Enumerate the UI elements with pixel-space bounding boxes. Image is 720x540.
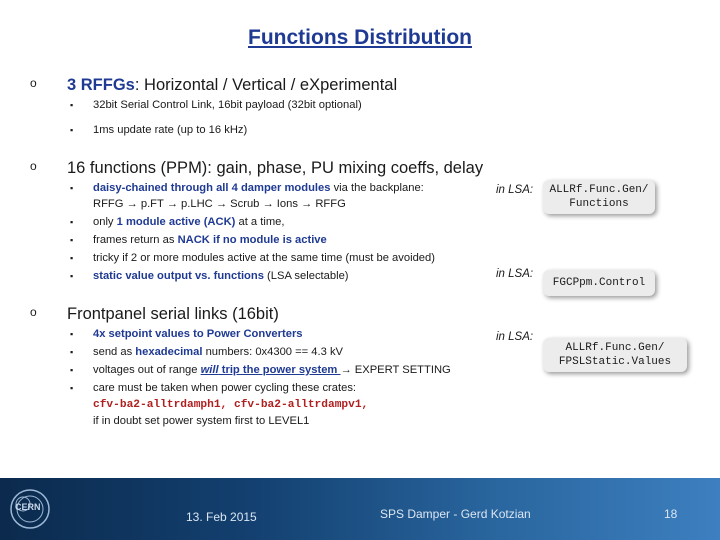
lsa-parameter-box: ALLRf.Func.Gen/ FPSLStatic.Values: [543, 338, 687, 372]
sub-bullet: ▪: [70, 183, 74, 193]
list-item: [70, 268, 470, 284]
item-emphasis: 1 module active (ACK): [116, 216, 236, 228]
list-item: [70, 180, 470, 212]
crate-names: cfv-ba2-alltrdamph1, cfv-ba2-alltrdampv1,: [93, 399, 369, 411]
functions-heading: 16 functions (PPM): gain, phase, PU mixing coeffs, delay: [67, 159, 484, 177]
cern-logo-text: CERN: [15, 502, 41, 512]
list-item: [70, 250, 470, 266]
item-text: only: [93, 216, 117, 228]
chain-sequence: RFFG → p.FT → p.LHC → Scrub → Ions → RFFG: [93, 198, 346, 210]
cern-logo: [8, 487, 52, 531]
section-rffgs: [30, 76, 397, 95]
section-bullet: o: [30, 305, 37, 319]
sub-bullet: ▪: [70, 217, 74, 227]
item-text: if in doubt set power system first to LEVEL1: [93, 415, 310, 427]
section-frontpanel: [30, 305, 279, 324]
footer-title: SPS Damper - Gerd Kotzian: [380, 507, 531, 521]
lsa-label: in LSA:: [496, 184, 534, 196]
footer-date: 13. Feb 2015: [186, 510, 257, 524]
sub-bullet: ▪: [70, 100, 74, 110]
list-item: [70, 344, 480, 360]
item-text: send as: [93, 346, 136, 358]
sub-bullet: ▪: [70, 271, 74, 281]
section-functions: [30, 159, 483, 178]
frontpanel-list: [70, 326, 480, 429]
item-emphasis: will: [200, 364, 219, 376]
section-bullet: o: [30, 159, 37, 173]
expert-setting-text: → EXPERT SETTING: [340, 364, 451, 376]
item-emphasis: static value output vs. functions: [93, 270, 264, 282]
item-text: at a time,: [235, 216, 285, 228]
frontpanel-heading: Frontpanel serial links (16bit): [67, 305, 279, 323]
sub-bullet: ▪: [70, 329, 74, 339]
rffgs-item-text: 1ms update rate (up to 16 kHz): [93, 124, 248, 136]
rffgs-item-text: 32bit Serial Control Link, 16bit payload (32bit optional): [93, 99, 362, 111]
item-text: tricky if 2 or more modules active at the same time (must be avoided): [93, 252, 435, 264]
item-text: numbers: 0x4300 == 4.3 kV: [202, 346, 344, 358]
rffgs-item: [70, 122, 247, 138]
list-item: [70, 362, 480, 378]
lsa-parameter-box: FGCPpm.Control: [543, 270, 655, 296]
item-emphasis: NACK if no module is active: [177, 234, 327, 246]
item-emphasis: trip the power system: [218, 364, 341, 376]
lsa-label: in LSA:: [496, 268, 534, 280]
section-bullet: o: [30, 76, 37, 90]
list-item: [70, 380, 480, 429]
daisy-chain-rest: via the backplane:: [330, 182, 424, 194]
page-number: 18: [664, 507, 678, 521]
item-text: (LSA selectable): [263, 270, 349, 282]
rffgs-item: [70, 97, 362, 113]
rffgs-lead: 3 RFFGs: [67, 76, 135, 94]
lsa-label: in LSA:: [496, 331, 534, 343]
rffgs-rest: : Horizontal / Vertical / eXperimental: [134, 76, 398, 94]
daisy-chain-text: daisy-chained through all 4 damper modules: [93, 182, 331, 194]
list-item: [70, 232, 470, 248]
list-item: [70, 214, 470, 230]
item-emphasis: hexadecimal: [135, 346, 203, 358]
sub-bullet: ▪: [70, 365, 74, 375]
slide-title: Functions Distribution: [248, 26, 472, 49]
sub-bullet: ▪: [70, 125, 74, 135]
item-text: voltages out of range: [93, 364, 201, 376]
sub-bullet: ▪: [70, 383, 74, 393]
sub-bullet: ▪: [70, 347, 74, 357]
footer-bar: [0, 478, 720, 540]
item-emphasis: 4x setpoint values to Power Converters: [93, 328, 303, 340]
item-text: frames return as: [93, 234, 178, 246]
functions-list: [70, 180, 470, 284]
list-item: [70, 326, 480, 342]
lsa-parameter-box: ALLRf.Func.Gen/ Functions: [543, 180, 655, 214]
sub-bullet: ▪: [70, 253, 74, 263]
item-text: care must be taken when power cycling these crates:: [93, 382, 357, 394]
sub-bullet: ▪: [70, 235, 74, 245]
